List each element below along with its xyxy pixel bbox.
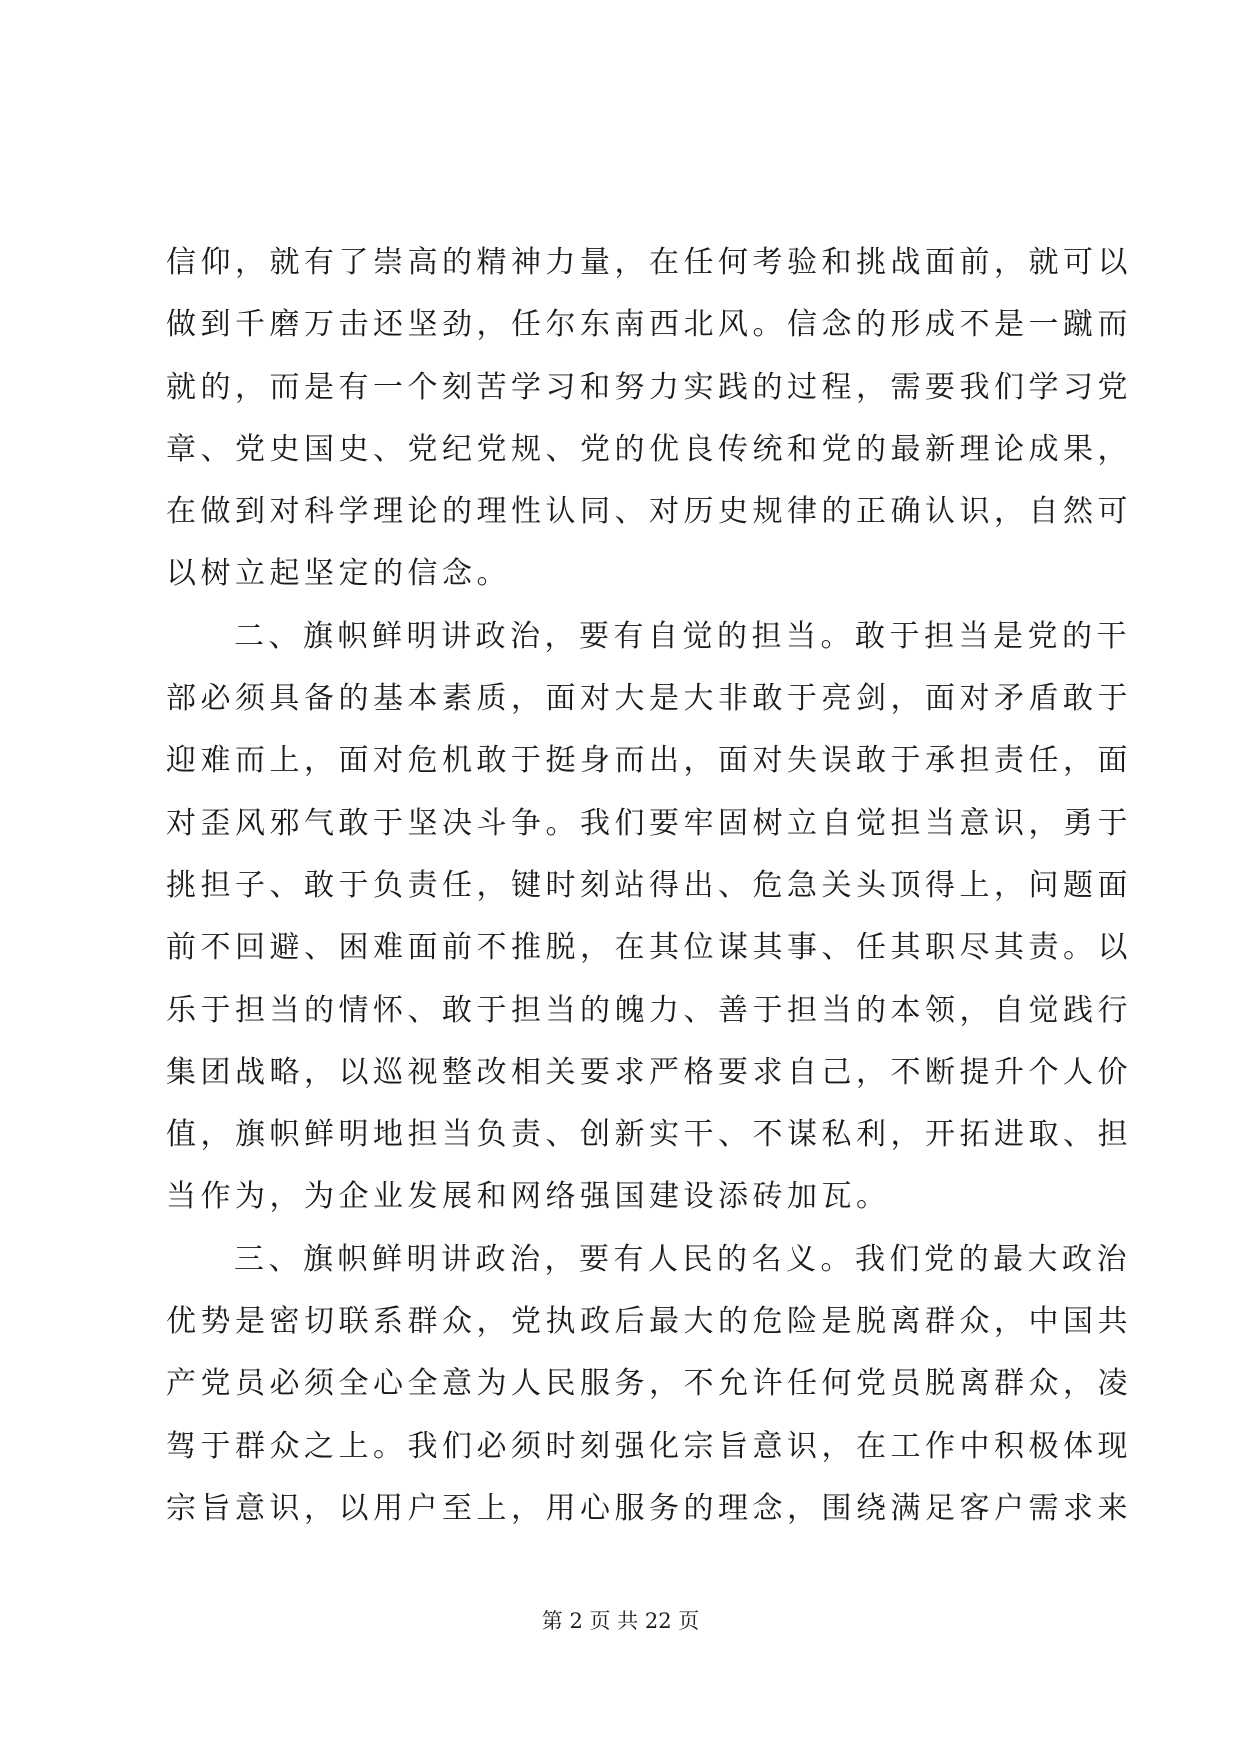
section-heading-line: 二、旗帜鲜明讲政治，要有自觉的担当。敢于担当是党的干 (234, 618, 1131, 654)
text-line: 迎难而上，面对危机敢于挺身而出，面对失误敢于承担责任，面 (166, 743, 1132, 779)
text-line: 挑担子、敢于负责任，键时刻站得出、危急关头顶得上，问题面 (166, 867, 1132, 903)
text-line: 做到千磨万击还坚劲，任尔东南西北风。信念的形成不是一蹴而 (166, 307, 1132, 343)
text-line: 产党员必须全心全意为人民服务，不允许任何党员脱离群众，凌 (166, 1366, 1132, 1402)
text-line: 信仰，就有了崇高的精神力量，在任何考验和挑战面前，就可以 (166, 245, 1132, 280)
text-line: 乐于担当的情怀、敢于担当的魄力、善于担当的本领，自觉践行 (166, 992, 1132, 1028)
page-number-footer: 第 2 页 共 22 页 (541, 1609, 700, 1633)
text-line: 前不回避、困难面前不推脱，在其位谋其事、任其职尽其责。以 (166, 930, 1132, 966)
text-line: 优势是密切联系群众，党执政后最大的危险是脱离群众，中国共 (166, 1304, 1132, 1340)
text-line: 值，旗帜鲜明地担当负责、创新实干、不谋私利，开拓进取、担 (166, 1117, 1132, 1153)
text-line: 就的，而是有一个刻苦学习和努力实践的过程，需要我们学习党 (166, 369, 1132, 405)
text-line: 当作为，为企业发展和网络强国建设添砖加瓦。 (166, 1179, 891, 1215)
text-line: 以树立起坚定的信念。 (166, 556, 511, 592)
text-line: 对歪风邪气敢于坚决斗争。我们要牢固树立自觉担当意识，勇于 (166, 805, 1132, 841)
text-line: 章、党史国史、党纪党规、党的优良传统和党的最新理论成果， (166, 431, 1132, 467)
text-line: 集团战略，以巡视整改相关要求严格要求自己，不断提升个人价 (166, 1054, 1132, 1090)
text-line: 部必须具备的基本素质，面对大是大非敢于亮剑，面对矛盾敢于 (166, 681, 1132, 717)
text-line: 宗旨意识，以用户至上，用心服务的理念，围绕满足客户需求来 (166, 1490, 1132, 1526)
text-line: 在做到对科学理论的理性认同、对历史规律的正确认识，自然可 (166, 494, 1132, 530)
body-text (166, 232, 1132, 1540)
section-heading-line: 三、旗帜鲜明讲政治，要有人民的名义。我们党的最大政治 (234, 1241, 1131, 1277)
text-line: 驾于群众之上。我们必须时刻强化宗旨意识，在工作中积极体现 (166, 1428, 1132, 1464)
